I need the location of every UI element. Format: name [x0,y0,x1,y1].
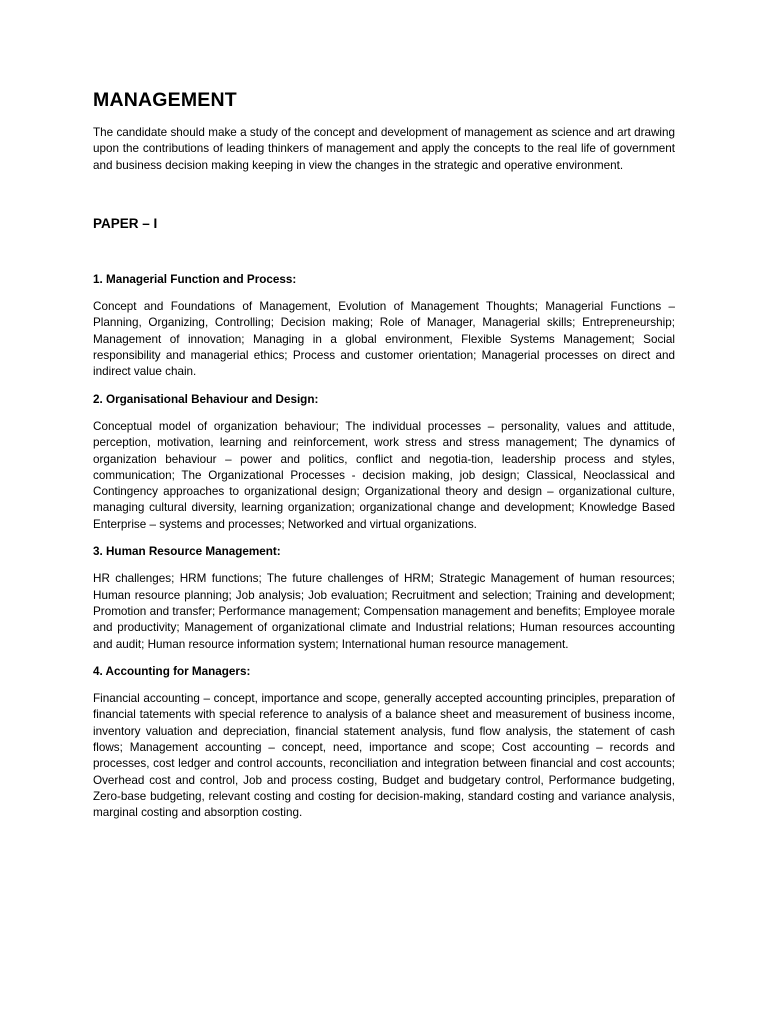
section-heading: 3. Human Resource Management: [93,545,281,559]
section-heading: 4. Accounting for Managers: [93,664,251,678]
document-page [93,86,675,833]
section-body: HR challenges; HRM functions; The future challenges of HRM; Strategic Management of human resources; Human resource planning; Job analysis; Job evaluation; Recruitment and selection; Training and development; Promotion and transfer; Performance management; Compensation management and benefits; Employee morale and productivity; Management of organizational climate and Industrial relations; Human resources accounting and audit; Human resource information system; International human resource management. [93,572,675,651]
section-heading: 2. Organisational Behaviour and Design: [93,392,319,406]
section-managerial-function [93,272,675,381]
document-title: MANAGEMENT [93,89,237,111]
section-human-resource [93,544,675,653]
intro-paragraph: The candidate should make a study of the concept and development of management as science and art drawing upon the contributions of leading thinkers of management and apply the concepts to the real life of government and business decision making keeping in view the changes in the strategic and operative environment. [93,126,675,172]
section-accounting [93,664,675,822]
section-heading: 1. Managerial Function and Process: [93,272,297,286]
section-body: Financial accounting – concept, importance and scope, generally accepted accounting principles, preparation of financial tatements with special reference to analysis of a balance sheet and measurement of business income, inventory valuation and depreciation, financial statement analysis, fund flow analysis, the statement of cash flows; Management accounting – concept, need, importance and scope; Cost accounting – records and processes, cost ledger and control accounts, reconciliation and integration between financial and cost accounts; Overhead cost and control, Job and process costing, Budget and budgetary control, Performance budgeting, Zero-base budgeting, relevant costing and costing for decision-making, standard costing and variance analysis, marginal costing and absorption costing. [93,692,675,820]
section-body: Concept and Foundations of Management, Evolution of Management Thoughts; Managerial Functions – Planning, Organizing, Controlling; Decision making; Role of Manager, Managerial skills; Entrepreneurship; Management of innovation; Managing in a global environment, Flexible Systems Management; Social responsibility and managerial ethics; Process and customer orientation; Managerial processes on direct and indirect value chain. [93,300,675,379]
paper-heading: PAPER – I [93,215,158,231]
section-body: Conceptual model of organization behaviour; The individual processes – personality, values and attitude, perception, motivation, learning and reinforcement, work stress and stress management; The dynamics of organization behaviour – power and politics, conflict and negotia-tion, leadership process and styles, communication; The Organizational Processes - decision making, job design; Classical, Neoclassical and Contingency approaches to organizational design; Organizational theory and design – organizational culture, managing cultural diversity, learning organization; organizational change and development; Knowledge Based Enterprise – systems and processes; Networked and virtual organizations. [93,419,675,531]
section-organisational-behaviour [93,392,675,533]
